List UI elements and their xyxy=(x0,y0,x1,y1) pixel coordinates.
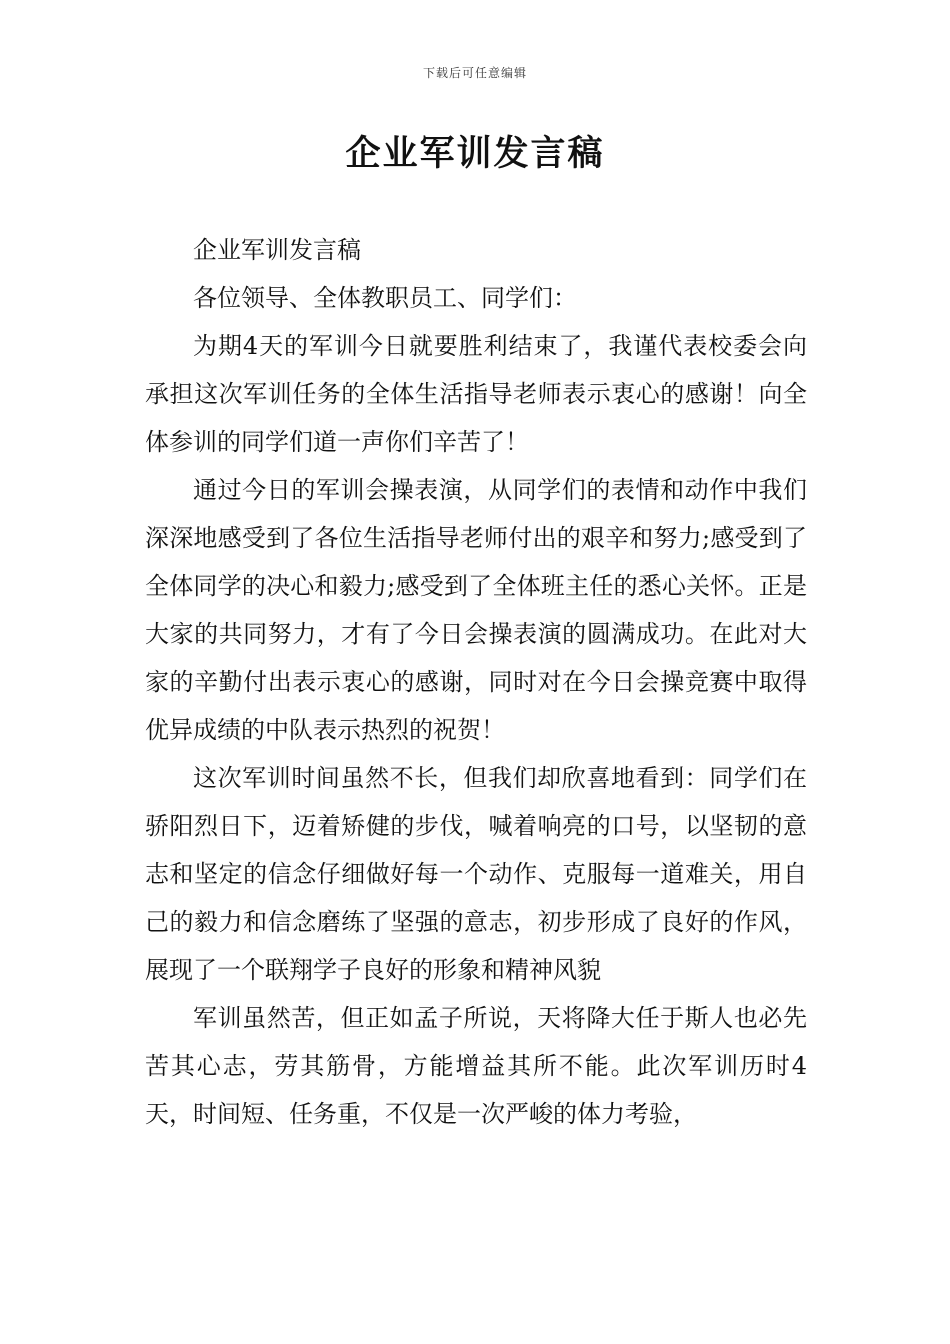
header-note: 下载后可任意编辑 xyxy=(422,66,527,80)
paragraph: 军训虽然苦，但正如孟子所说，天将降大任于斯人也必先苦其心志，劳其筋骨，方能增益其所不能。此次军训历时4天，时间短、任务重，不仅是一次严峻的体力考验， xyxy=(145,1004,807,1128)
paragraph: 为期4天的军训今日就要胜利结束了，我谨代表校委会向承担这次军训任务的全体生活指导老师表示衷心的感谢！向全体参训的同学们道一声你们辛苦了！ xyxy=(145,332,807,456)
paragraph: 通过今日的军训会操表演，从同学们的表情和动作中我们深深地感受到了各位生活指导老师付出的艰辛和努力;感受到了全体同学的决心和毅力;感受到了全体班主任的悉心关怀。正是大家的共同努力，才有了今日会操表演的圆满成功。在此对大家的辛勤付出表示衷心的感谢，同时对在今日会操竞赛中取得优异成绩的中队表示热烈的祝贺！ xyxy=(145,476,807,744)
paragraph-subtitle: 企业军训发言稿 xyxy=(193,236,361,264)
paragraph: 这次军训时间虽然不长，但我们却欣喜地看到：同学们在骄阳烈日下，迈着矫健的步伐，喊着响亮的口号，以坚韧的意志和坚定的信念仔细做好每一个动作、克服每一道难关，用自己的毅力和信念磨练了坚强的意志，初步形成了良好的作风，展现了一个联翔学子良好的形象和精神风貌 xyxy=(145,764,807,984)
document-body xyxy=(145,226,807,1138)
document-title: 企业军训发言稿 xyxy=(345,133,605,174)
paragraph-salutation: 各位领导、全体教职员工、同学们： xyxy=(193,284,577,312)
